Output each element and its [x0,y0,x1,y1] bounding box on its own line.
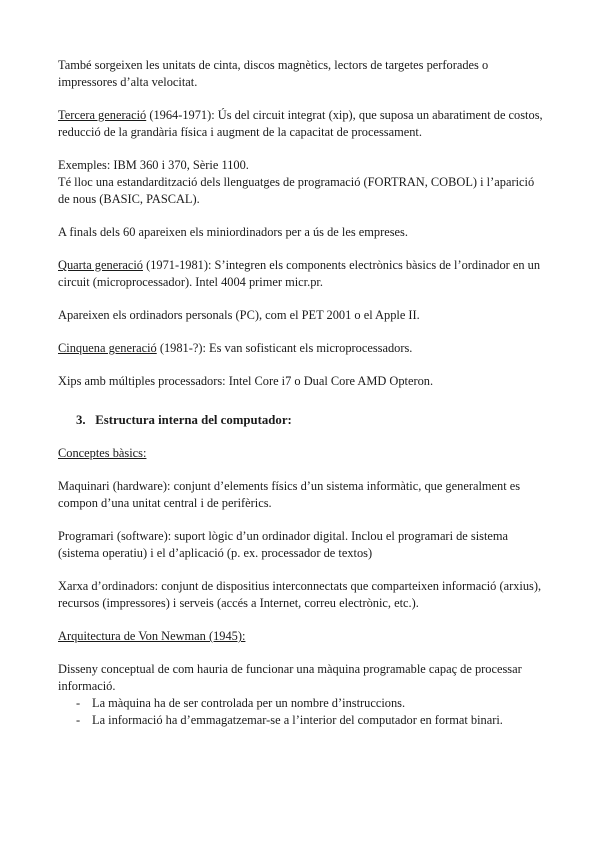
dash-bullet: - [76,713,81,727]
paragraph-standardization: Té lloc una estandardització dels llenguatges de programació (FORTRAN, COBOL) i l’aparició de nous (BASIC, PASCAL). [58,175,535,206]
paragraph-multicore-chips: Xips amb múltiples processadors: Intel Core i7 o Dual Core AMD Opteron. [58,374,434,388]
paragraph-software: Programari (software): suport lògic d’un ordinador digital. Inclou el programari de sistema (sistema operatiu) i el d’aplicació (p. ex. processador de textos) [58,529,509,560]
section-number: 3. [76,413,86,427]
paragraph-fifth-generation [58,340,548,357]
paragraph-peripherals: També sorgeixen les unitats de cinta, discos magnètics, lectors de targetes perforades o impressores d’alta velocitat. [58,58,489,89]
paragraph-minicomputers: A finals dels 60 apareixen els miniordinadors per a ús de les empreses. [58,225,408,239]
paragraph-network: Xarxa d’ordinadors: conjunt de dispositius interconnectats que comparteixen informació (arxius), recursos (impressores) i serveis (accés a Internet, correu electrònic, etc.). [58,579,542,610]
paragraph-third-generation [58,107,548,141]
section-heading [58,412,548,429]
paragraph-examples: Exemples: IBM 360 i 370, Sèrie 1100. [58,158,249,172]
paragraph-fourth-generation [58,257,548,291]
list-item [76,695,548,712]
von-neumann-list [58,695,548,729]
paragraph-personal-computers: Apareixen els ordinadors personals (PC), com el PET 2001 o el Apple II. [58,308,420,322]
document-page [58,57,548,729]
fourth-generation-title: Quarta generació [58,258,143,272]
list-item-text: La informació ha d’emmagatzemar-se a l’interior del computador en format binari. [92,713,503,727]
third-generation-title: Tercera generació [58,108,147,122]
dash-bullet: - [76,696,81,710]
concepts-title: Conceptes bàsics: [58,446,147,460]
fifth-generation-title: Cinquena generació [58,341,157,355]
von-neumann-title: Arquitectura de Von Newman (1945): [58,629,246,643]
list-item-text: La màquina ha de ser controlada per un nombre d’instruccions. [92,696,406,710]
fourth-generation-text: (1971-1981): S’integren els components electrònics bàsics de l’ordinador en un circuit (microprocessador). Intel 4004 primer micr.pr. [58,258,541,289]
third-generation-text: (1964-1971): Ús del circuit integrat (xip), que suposa un abaratiment de costos, reducció de la grandària física i augment de la capacitat de processament. [58,108,543,139]
paragraph-von-neumann-intro: Disseny conceptual de com hauria de funcionar una màquina programable capaç de processar informació. [58,662,522,693]
paragraph-hardware: Maquinari (hardware): conjunt d’elements físics d’un sistema informàtic, que generalment es compon d’una unitat central i de perifèrics. [58,479,521,510]
section-title: Estructura interna del computador: [95,413,292,427]
list-item [76,712,548,729]
fifth-generation-text: (1981-?): Es van sofisticant els microprocessadors. [156,341,413,355]
